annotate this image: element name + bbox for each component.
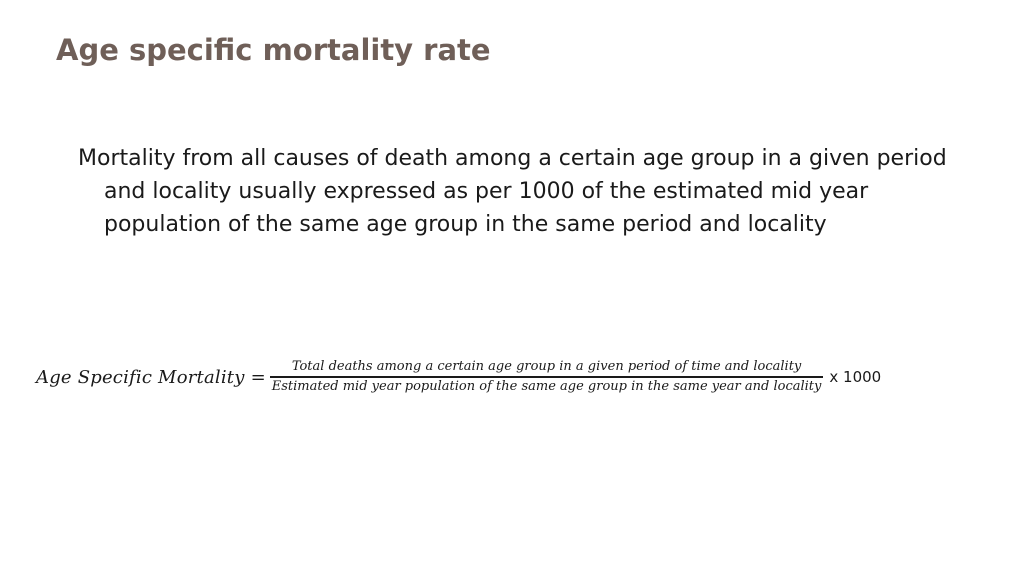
formula-numerator: Total deaths among a certain age group in a given period of time and locality [291,359,802,375]
definition-text: Mortality from all causes of death among a certain age group in a given period and locality usually expressed as per 1000 of the estimated mid year population of the same age group in the same period and locality [78,146,947,237]
formula-fraction [270,358,824,395]
formula-equals-sign: = [250,366,266,388]
formula-denominator: Estimated mid year population of the same age group in the same year and locality [271,378,822,394]
formula-lhs: Age Specific Mortality [36,366,245,388]
formula-multiplier: x 1000 [829,368,882,386]
slide-title: Age specific mortality rate [56,33,491,67]
formula [36,352,1016,402]
